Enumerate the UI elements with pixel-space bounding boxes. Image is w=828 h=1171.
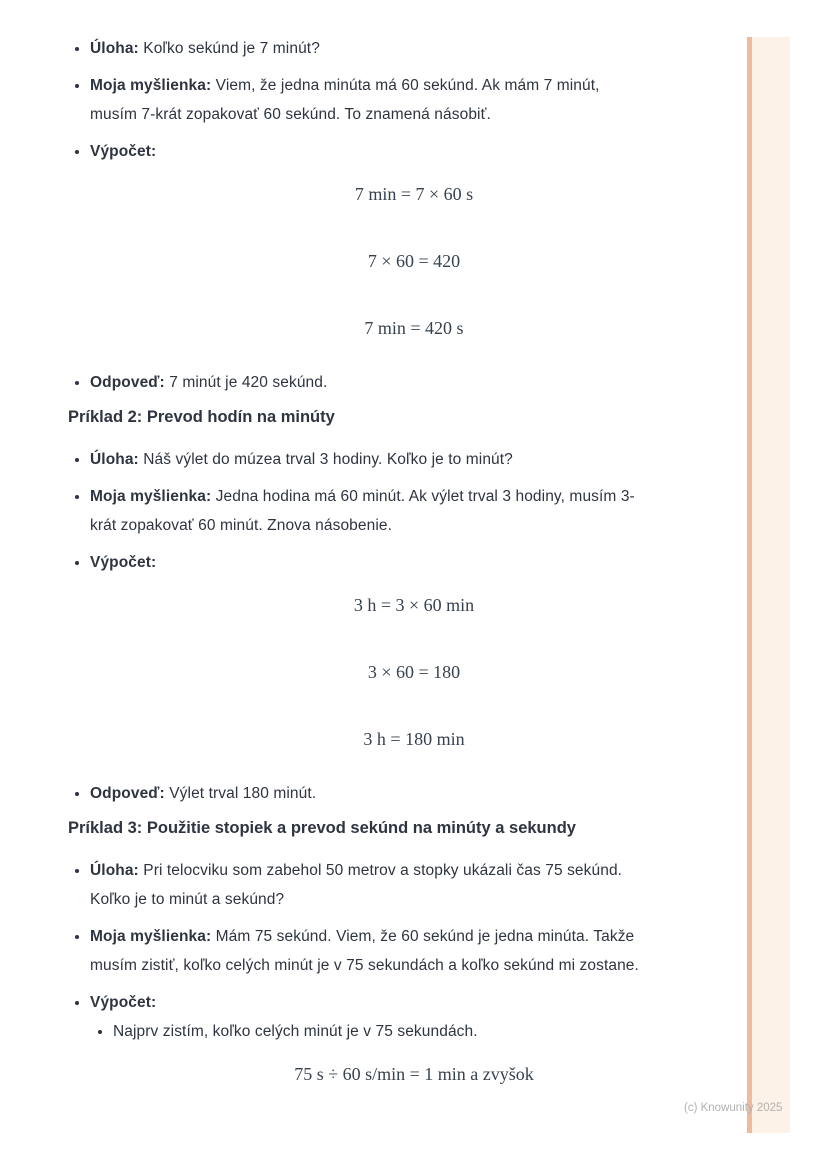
bullet-uloha	[90, 445, 640, 474]
example3-bullet-list	[68, 856, 640, 1046]
bullet-text-odpoved: 7 minút je 420 sekúnd.	[169, 374, 328, 391]
bullet-text-uloha: Pri telocviku som zabehol 50 metrov a stopky ukázali čas 75 sekúnd. Koľko je to minút a sekúnd?	[90, 862, 623, 908]
watermark-text: (c) Knowunity 2025	[684, 1102, 783, 1114]
bullet-vypocet	[90, 548, 640, 577]
bullet-label-myslienka: Moja myšlienka:	[90, 77, 212, 94]
formula-e2-1: 3 h = 3 × 60 min	[353, 595, 475, 615]
bullet-label-myslienka: Moja myšlienka:	[90, 488, 212, 505]
bullet-label-odpoved: Odpoveď:	[90, 374, 165, 391]
bullet-label-vypocet: Výpočet:	[90, 554, 157, 571]
bullet-myslienka	[90, 482, 640, 540]
bullet-myslienka	[90, 922, 640, 980]
sub-bullet-najprv: • Najprv zistím, koľko celých minút je v 75 sekundách.	[113, 1017, 640, 1046]
formula-e1-1: 7 min = 7 × 60 s	[354, 184, 474, 204]
formula-e2-2: 3 × 60 = 180	[367, 662, 461, 682]
bullet-vypocet	[90, 988, 640, 1046]
formula-e3-1: 75 s ÷ 60 s/min = 1 min a zvyšok	[294, 1064, 534, 1084]
example2-answer-list	[68, 779, 640, 808]
example3-sub-bullet-list	[90, 1017, 640, 1046]
bullet-text-myslienka: Jedna hodina má 60 minút. Ak výlet trval 3 hodiny, musím 3-krát zopakovať 60 minút. Znova násobenie.	[90, 488, 635, 534]
bullet-label-myslienka: Moja myšlienka:	[90, 928, 212, 945]
formula-e1-2: 7 × 60 = 420	[367, 251, 461, 271]
bullet-text-odpoved: Výlet trval 180 minút.	[169, 785, 317, 802]
bullet-label-uloha: Úloha:	[90, 40, 139, 57]
example2-heading: Príklad 2: Prevod hodín na minúty	[68, 408, 335, 426]
bullet-label-vypocet: Výpočet:	[90, 143, 157, 160]
bullet-label-uloha: Úloha:	[90, 451, 139, 468]
bullet-text-uloha: Náš výlet do múzea trval 3 hodiny. Koľko je to minút?	[143, 451, 513, 468]
bullet-text-uloha: Koľko sekúnd je 7 minút?	[143, 40, 320, 57]
example3-heading: Príklad 3: Použitie stopiek a prevod sekúnd na minúty a sekundy	[68, 819, 576, 837]
bullet-uloha	[90, 856, 640, 914]
formula-e1-3: 7 min = 420 s	[364, 318, 464, 338]
bullet-odpoved	[90, 368, 640, 397]
bullet-vypocet	[90, 137, 640, 166]
example1-bullet-list	[68, 34, 640, 166]
example1-answer-list	[68, 368, 640, 397]
bullet-text-myslienka: Viem, že jedna minúta má 60 sekúnd. Ak mám 7 minút, musím 7-krát zopakovať 60 sekúnd. To znamená násobiť.	[90, 77, 600, 123]
document-content	[68, 34, 760, 1087]
bullet-text-myslienka: Mám 75 sekúnd. Viem, že 60 sekúnd je jedna minúta. Takže musím zistiť, koľko celých minút je v 75 sekundách a koľko sekúnd mi zostane.	[90, 928, 639, 974]
bullet-myslienka	[90, 71, 640, 129]
formula-e2-3: 3 h = 180 min	[363, 729, 465, 749]
bullet-label-vypocet: Výpočet:	[90, 994, 157, 1011]
example2-bullet-list	[68, 445, 640, 577]
bullet-label-odpoved: Odpoveď:	[90, 785, 165, 802]
bullet-label-uloha: Úloha:	[90, 862, 139, 879]
bullet-odpoved	[90, 779, 640, 808]
margin-highlight-bar	[747, 37, 790, 1133]
bullet-uloha	[90, 34, 640, 63]
